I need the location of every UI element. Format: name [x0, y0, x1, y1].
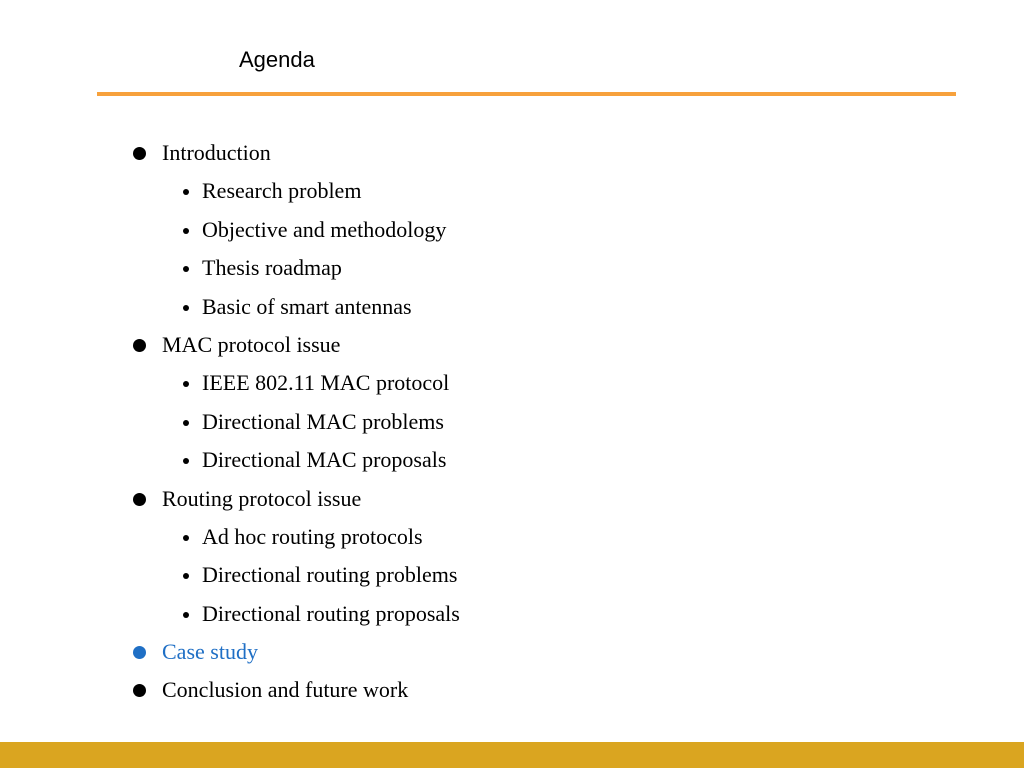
- agenda-item-label: Directional routing proposals: [202, 600, 460, 626]
- agenda-item-label: Directional MAC proposals: [202, 447, 447, 473]
- agenda-item: [0, 441, 1024, 479]
- agenda-item-label: Conclusion and future work: [162, 677, 409, 703]
- agenda-item-label: Directional routing problems: [202, 562, 458, 588]
- bullet-icon: [183, 535, 189, 541]
- agenda-item: [0, 633, 1024, 671]
- bullet-icon: [183, 381, 189, 387]
- bullet-icon: [133, 493, 146, 506]
- bullet-icon: [183, 420, 189, 426]
- bullet-icon: [183, 305, 189, 311]
- bullet-icon: [133, 684, 146, 697]
- agenda-item: [0, 480, 1024, 518]
- agenda-item: [0, 326, 1024, 364]
- agenda-item: [0, 249, 1024, 287]
- bullet-icon: [183, 458, 189, 464]
- agenda-item: [0, 288, 1024, 326]
- agenda-item-label: Basic of smart antennas: [202, 293, 412, 319]
- agenda-item-label: Directional MAC problems: [202, 408, 444, 434]
- slide-title: Agenda: [239, 47, 315, 72]
- agenda-item: [0, 518, 1024, 556]
- bullet-icon: [183, 266, 189, 272]
- footer-band: [0, 742, 1024, 768]
- bullet-icon: [133, 339, 146, 352]
- agenda-list: [0, 134, 1024, 710]
- agenda-item-label: Thesis roadmap: [202, 255, 342, 281]
- agenda-item-label: Ad hoc routing protocols: [202, 523, 423, 549]
- bullet-icon: [183, 573, 189, 579]
- agenda-item: [0, 172, 1024, 210]
- agenda-item-label: Research problem: [202, 178, 362, 204]
- agenda-item: [0, 364, 1024, 402]
- agenda-item: [0, 671, 1024, 709]
- bullet-icon: [183, 189, 189, 195]
- agenda-item: [0, 556, 1024, 594]
- agenda-item-label: IEEE 802.11 MAC protocol: [202, 370, 450, 396]
- agenda-item: [0, 403, 1024, 441]
- agenda-item: [0, 134, 1024, 172]
- agenda-item-label: Case study: [162, 639, 258, 665]
- bullet-icon: [133, 646, 146, 659]
- agenda-item-label: Introduction: [162, 140, 271, 165]
- title-divider: [97, 92, 956, 96]
- agenda-item-label: Routing protocol issue: [162, 485, 362, 511]
- agenda-item-label: Objective and methodology: [202, 216, 447, 242]
- bullet-icon: [133, 147, 146, 160]
- bullet-icon: [183, 612, 189, 618]
- agenda-item: [0, 595, 1024, 633]
- agenda-item: [0, 211, 1024, 249]
- agenda-item-label: MAC protocol issue: [162, 331, 341, 357]
- bullet-icon: [183, 228, 189, 234]
